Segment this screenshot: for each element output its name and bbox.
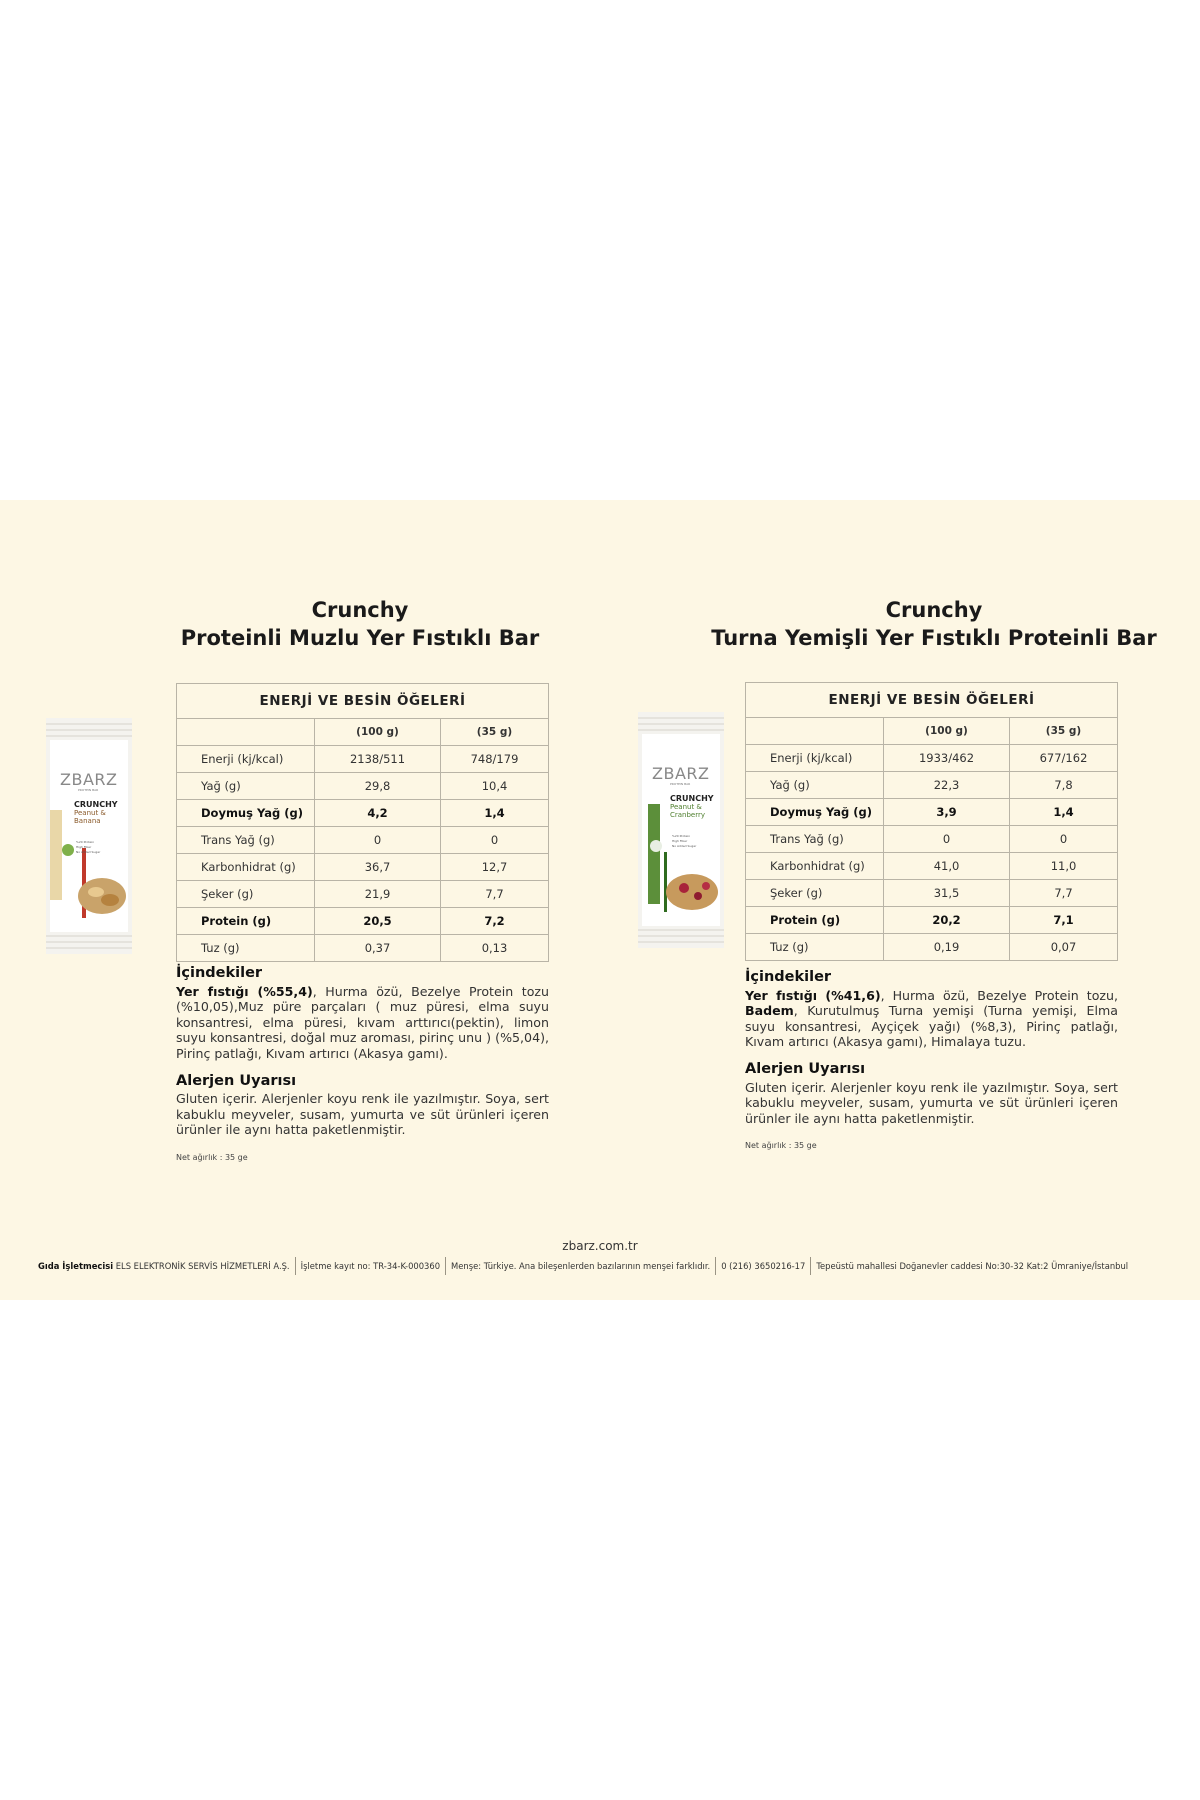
package-brand: ZBARZ [60, 770, 118, 789]
package-flavor2: Banana [74, 817, 101, 825]
allergen-block [176, 1074, 549, 1138]
package-flavor1: Peanut & [670, 803, 702, 811]
website-link[interactable]: zbarz.com.tr [562, 1239, 638, 1253]
product-title-line2: Turna Yemişli Yer Fıstıklı Proteinli Bar [711, 626, 1157, 650]
allergen-block [745, 1062, 1118, 1126]
package-claim: High Fiber [76, 845, 92, 849]
ingredients-block-2 [745, 970, 1118, 1154]
nutrition-row: Doymuş Yağ (g) 3,9 1,4 [746, 799, 1118, 826]
nutrition-table-2 [745, 682, 1118, 961]
nutrition-col-label [746, 718, 884, 745]
ingredients-title: İçindekiler [745, 969, 832, 985]
package-claim: %20 Protein [672, 834, 691, 838]
nutrition-table-header: ENERJİ VE BESİN ÖĞELERİ [177, 684, 549, 719]
package-flavor1: Peanut & [74, 809, 106, 817]
allergen-text: Gluten içerir. Alerjenler koyu renk ile yazılmıştır. Soya, sert kabuklu meyveler, susam, yumurta ve süt ürünleri içeren ürünler ile aynı hatta paketlenmiştir. [745, 1079, 1118, 1126]
nutrition-table-header: ENERJİ VE BESİN ÖĞELERİ [746, 683, 1118, 718]
package-brand: ZBARZ [652, 764, 710, 783]
net-weight: Net ağırlık : 35 ge [745, 1141, 817, 1151]
nutrition-col-label [177, 719, 315, 746]
nutrition-col-100g: (100 g) [884, 718, 1010, 745]
nutrition-row: Protein (g) 20,2 7,1 [746, 907, 1118, 934]
package-claim: No Added Sugar [76, 850, 101, 854]
product-title-line1: Crunchy [311, 598, 409, 622]
footer-phone: 0 (216) 3650216-17 [715, 1257, 810, 1275]
nutrition-col-100g: (100 g) [315, 719, 441, 746]
nutrition-row: Trans Yağ (g) 0 0 [177, 827, 549, 854]
product-package-image-1 [46, 718, 132, 954]
product-title-line1: Crunchy [885, 598, 983, 622]
package-name: CRUNCHY [670, 794, 714, 803]
ingredients-title: İçindekiler [176, 965, 263, 981]
package-sub: PROTEIN BAR [78, 788, 99, 792]
nutrition-row: Doymuş Yağ (g) 4,2 1,4 [177, 800, 549, 827]
nutrition-col-35g: (35 g) [1010, 718, 1118, 745]
package-name: CRUNCHY [74, 800, 118, 809]
footer-address: Tepeüstü mahallesi Doğanevler caddesi No:30-32 Kat:2 Ümraniye/İstanbul [810, 1257, 1133, 1275]
package-sub: PROTEIN BAR [670, 782, 691, 786]
nutrition-row: Protein (g) 20,5 7,2 [177, 908, 549, 935]
product-title-1 [100, 596, 620, 652]
package-svg [46, 718, 132, 954]
product-title-line2: Proteinli Muzlu Yer Fıstıklı Bar [180, 626, 540, 650]
product-package-image-2 [638, 712, 724, 948]
nutrition-row: Trans Yağ (g) 0 0 [746, 826, 1118, 853]
nutrition-row: Karbonhidrat (g) 41,0 11,0 [746, 853, 1118, 880]
package-svg [638, 712, 724, 948]
package-claim: %20 Protein [76, 840, 95, 844]
nutrition-row: Yağ (g) 29,8 10,4 [177, 773, 549, 800]
footer-operator: Gıda İşletmecisi ELS ELEKTRONİK SERVİS HİZMETLERİ A.Ş. [38, 1261, 290, 1271]
nutrition-row: Tuz (g) 0,37 0,13 [177, 935, 549, 962]
allergen-title: Alerjen Uyarısı [176, 1072, 297, 1089]
nutrition-row: Enerji (kj/kcal) 1933/462 677/162 [746, 745, 1118, 772]
nutrition-col-35g: (35 g) [441, 719, 549, 746]
nutrition-row: Karbonhidrat (g) 36,7 12,7 [177, 854, 549, 881]
ingredients-text: Yer fıstığı (%55,4), Hurma özü, Bezelye Protein tozu (%10,05),Muz püre parçaları ( muz püresi, elma suyu konsantresi, elma püresi, kıvam arttırıcı(pektin), limon suyu konsantresi, doğal muz aroması, pirinç unu ) (%5,04), Pirinç patlağı, Kıvam artırıcı (Akasya gamı). [176, 983, 549, 1061]
package-claims [76, 840, 100, 855]
nutrition-row: Enerji (kj/kcal) 2138/511 748/179 [177, 746, 549, 773]
nutrition-row: Şeker (g) 31,5 7,7 [746, 880, 1118, 907]
package-flavor2: Cranberry [670, 811, 706, 819]
nutrition-row: Yağ (g) 22,3 7,8 [746, 772, 1118, 799]
footer-origin: Menşe: Türkiye. Ana bileşenlerden bazılarının menşei farklıdır. [445, 1257, 715, 1275]
net-weight: Net ağırlık : 35 ge [176, 1152, 248, 1162]
package-claims [672, 834, 696, 849]
ingredients-text: Yer fıstığı (%41,6), Hurma özü, Bezelye Protein tozu, Badem, Kurutulmuş Turna yemişi (Turna yemişi, Elma suyu konsantresi, Ayçiçek yağı) (%8,3), Pirinç patlağı, Kıvam artırıcı (Akasya gamı), Himalaya tuzu. [745, 987, 1118, 1050]
allergen-text: Gluten içerir. Alerjenler koyu renk ile yazılmıştır. Soya, sert kabuklu meyveler, susam, yumurta ve süt ürünleri içeren ürünler ile aynı hatta paketlenmiştir. [176, 1091, 549, 1138]
nutrition-row: Şeker (g) 21,9 7,7 [177, 881, 549, 908]
nutrition-row: Tuz (g) 0,19 0,07 [746, 934, 1118, 961]
package-claim: No Added Sugar [672, 844, 697, 848]
package-claim: High Fiber [672, 839, 688, 843]
legal-footer [38, 1257, 1168, 1275]
ingredients-block-1 [176, 966, 549, 1166]
footer-registration: İşletme kayıt no: TR-34-K-000360 [295, 1257, 445, 1275]
allergen-title: Alerjen Uyarısı [745, 1060, 866, 1077]
product-title-2 [674, 596, 1194, 652]
nutrition-table-1 [176, 683, 549, 962]
